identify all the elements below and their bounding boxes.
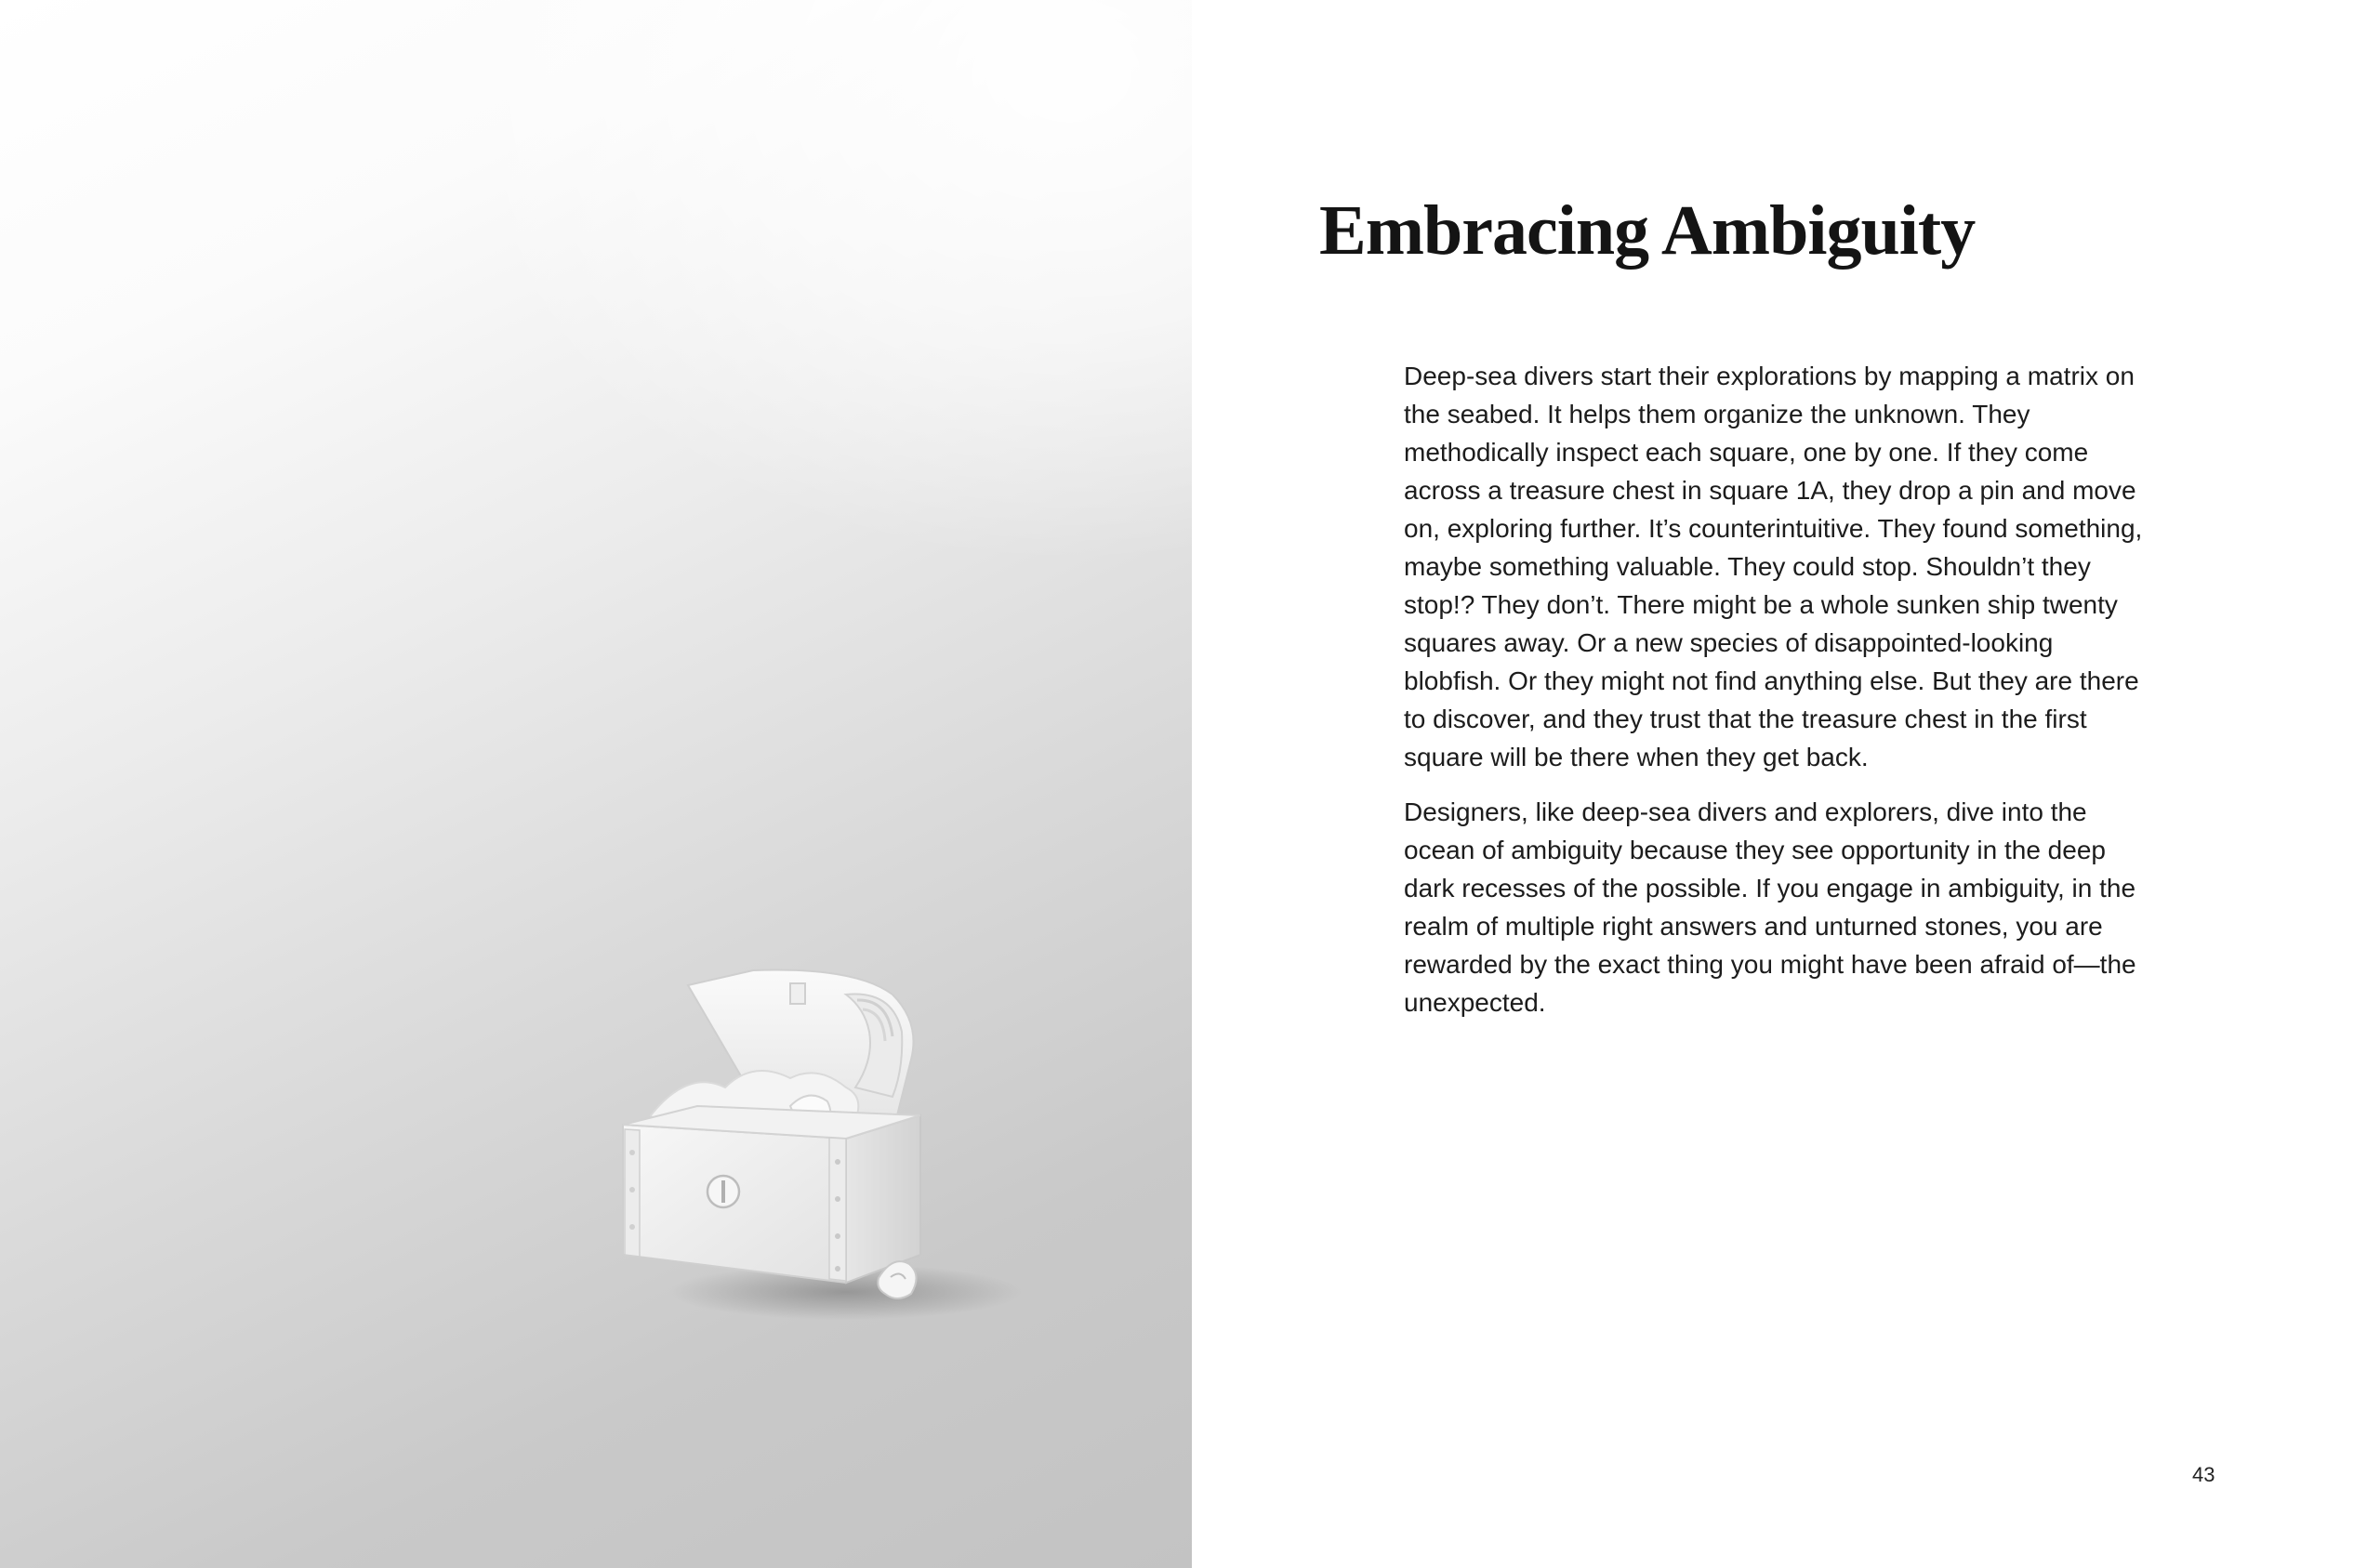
treasure-chest-icon [614,957,1023,1348]
body-copy [1404,357,2148,1038]
paragraph: Deep-sea divers start their explorations by mapping a matrix on the seabed. It helps them organize the unknown. They methodically inspect each square, one by one. If they come across a treasure chest in square 1A, they drop a pin and move on, exploring further. It’s counterintuitive. They found something, maybe something valuable. They could stop. Shouldn’t they stop!? They don’t. There might be a whole sunken ship twenty squares away. Or a new species of disappointed-looking blobfish. Or they might not find anything else. But they are there to discover, and they trust that the treasure chest in the first square will be there when they get back. [1404,362,2143,771]
chapter-title: Embracing Ambiguity [1319,191,1976,270]
page-number: 43 [2192,1463,2215,1486]
paragraph: Designers, like deep-sea divers and explorers, dive into the ocean of ambiguity because they see opportunity in the deep dark recesses of the possible. If you engage in ambiguity, in the realm of multiple right answers and unturned stones, you are rewarded by the exact thing you might have been afraid of—the unexpected. [1404,797,2136,1017]
right-page-text [1192,0,2380,1568]
